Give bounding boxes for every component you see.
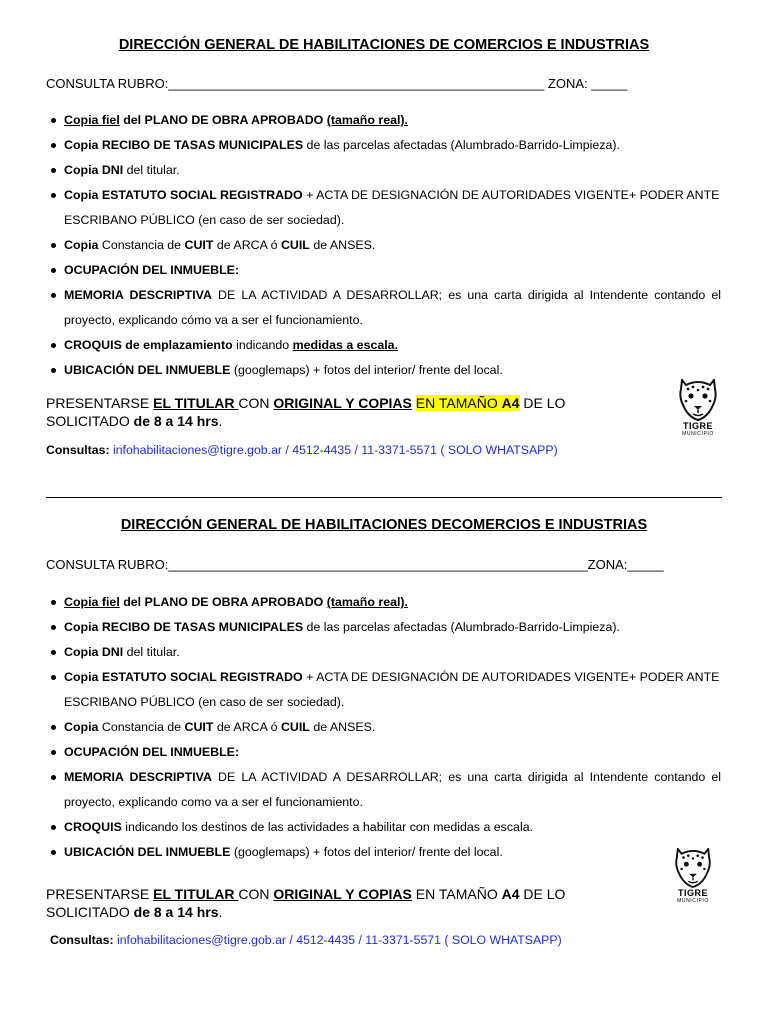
item-text-bold: Copia DNI <box>64 645 124 659</box>
item-text: ESCRIBANO PÚBLICO (en caso de ser sociedad). <box>64 695 345 709</box>
item-text-underlined: (tamaño real). <box>326 113 408 127</box>
logo-name: TIGRE <box>682 421 713 431</box>
notice-text-bold: ORIGINAL Y COPIAS <box>273 395 412 411</box>
list-item <box>64 333 721 358</box>
item-text-bold: CUIT <box>184 720 214 734</box>
bullet-icon <box>51 825 56 830</box>
bullet-icon <box>51 118 56 123</box>
item-text: del titular. <box>123 645 180 659</box>
item-text: de ARCA ó <box>213 238 281 252</box>
bullet-icon <box>51 193 56 198</box>
item-text-bold: Copia ESTATUTO SOCIAL REGISTRADO <box>64 188 303 202</box>
item-text: de ANSES. <box>309 238 376 252</box>
item-text: Constancia de <box>98 720 185 734</box>
list-item <box>64 665 721 715</box>
notice-text-bold: A4 <box>501 886 520 902</box>
item-text: + ACTA DE DESIGNACIÓN DE AUTORIDADES VIGENTE+ PODER ANTE <box>302 188 720 202</box>
item-text-bold: UBICACIÓN DEL INMUEBLE <box>64 363 231 377</box>
consulta-rubro-line <box>46 557 664 572</box>
bullet-icon <box>51 293 56 298</box>
tigre-logo <box>673 379 723 437</box>
section-1-title: DIRECCIÓN GENERAL DE HABILITACIONES DE COMERCIOS E INDUSTRIAS <box>118 37 650 53</box>
list-item <box>64 765 721 815</box>
item-text-bold: CROQUIS de emplazamiento <box>64 338 233 352</box>
item-text: proyecto, explicando cómo va a ser el funcionamiento. <box>64 313 363 327</box>
list-item <box>64 283 721 333</box>
item-text: de ANSES. <box>309 720 376 734</box>
item-text-bold: OCUPACIÓN DEL INMUEBLE: <box>64 745 240 759</box>
notice-text-bold: ORIGINAL Y COPIAS <box>273 886 412 902</box>
notice-text: CON <box>238 395 274 411</box>
list-item <box>64 815 721 840</box>
item-text-bold: OCUPACIÓN DEL INMUEBLE: <box>64 263 240 277</box>
item-text-bold: MEMORIA DESCRIPTIVA <box>64 770 212 784</box>
list-item <box>64 590 721 615</box>
item-text: Constancia de <box>98 238 185 252</box>
item-text-bold: Copia <box>64 720 99 734</box>
item-text: de las parcelas afectadas (Alumbrado-Barrido-Limpieza). <box>303 138 620 152</box>
notice-text: EN TAMAÑO <box>411 886 502 902</box>
section-2-title: DIRECCIÓN GENERAL DE HABILITACIONES DECOMERCIOS E INDUSTRIAS <box>120 517 648 533</box>
list-item <box>64 233 721 258</box>
bullet-icon <box>51 143 56 148</box>
item-text: indicando los destinos de las actividades a habilitar con medidas a escala. <box>121 820 534 834</box>
item-text: del titular. <box>123 163 180 177</box>
notice-text: . <box>218 413 223 429</box>
bullet-icon <box>51 650 56 655</box>
notice-text-bold: EL TITULAR <box>153 395 239 411</box>
bullet-icon <box>51 368 56 373</box>
notice-text: DE LO <box>519 395 566 411</box>
zona-field[interactable]: ZONA:_____ <box>587 557 664 572</box>
bullet-icon <box>51 168 56 173</box>
consulta-rubro-field[interactable]: __________________________________________________________ <box>168 557 588 572</box>
jaguar-head-icon <box>674 848 712 888</box>
bullet-icon <box>51 675 56 680</box>
bullet-icon <box>51 750 56 755</box>
bullet-icon <box>51 625 56 630</box>
notice-text: . <box>218 904 223 920</box>
item-text-bold: Copia fiel <box>64 113 120 127</box>
item-text: del PLANO DE OBRA APROBADO <box>119 113 327 127</box>
item-text: de las parcelas afectadas (Alumbrado-Barrido-Limpieza). <box>303 620 620 634</box>
contact-line <box>46 443 558 457</box>
item-text-bold: Copia <box>64 238 99 252</box>
zona-field[interactable]: ZONA: _____ <box>547 76 628 91</box>
notice-text-bold: de 8 a 14 hrs <box>133 904 219 920</box>
phone-numbers: / 4512-4435 / 11-3371-5571 ( SOLO WHATSAPP) <box>282 443 558 457</box>
phone-numbers: / 4512-4435 / 11-3371-5571 ( SOLO WHATSAPP) <box>286 933 562 947</box>
item-text-bold: Copia fiel <box>64 595 120 609</box>
consulta-rubro-line <box>46 76 627 91</box>
notice-text: SOLICITADO <box>46 904 134 920</box>
item-text-bold: Copia DNI <box>64 163 124 177</box>
bullet-icon <box>51 850 56 855</box>
contact-line <box>50 933 562 947</box>
bullet-icon <box>51 343 56 348</box>
bullet-icon <box>51 725 56 730</box>
logo-name: TIGRE <box>677 888 708 898</box>
item-text-bold: UBICACIÓN DEL INMUEBLE <box>64 845 231 859</box>
item-text: (googlemaps) + fotos del interior/ frente del local. <box>230 845 503 859</box>
item-text: + ACTA DE DESIGNACIÓN DE AUTORIDADES VIGENTE+ PODER ANTE <box>302 670 720 684</box>
consulta-rubro-field[interactable]: ____________________________________________________ <box>168 76 545 91</box>
notice-text: PRESENTARSE <box>46 886 154 902</box>
item-text: proyecto, explicando como va a ser el funcionamiento. <box>64 795 363 809</box>
item-text-underlined: (tamaño real). <box>326 595 408 609</box>
notice-text-bold: de 8 a 14 hrs <box>133 413 219 429</box>
item-text: DE LA ACTIVIDAD A DESARROLLAR; es una carta dirigida al Intendente contando el <box>211 288 721 302</box>
list-item <box>64 740 721 765</box>
section-divider <box>46 497 722 498</box>
list-item <box>64 358 721 383</box>
presentarse-notice <box>46 885 606 921</box>
list-item <box>64 108 721 133</box>
notice-text: PRESENTARSE <box>46 395 154 411</box>
item-text-bold: CUIT <box>184 238 214 252</box>
bullet-icon <box>51 600 56 605</box>
item-text-bold: MEMORIA DESCRIPTIVA <box>64 288 212 302</box>
bullet-icon <box>51 268 56 273</box>
item-text: (googlemaps) + fotos del interior/ frente del local. <box>230 363 503 377</box>
item-text-bold: CUIL <box>280 720 310 734</box>
notice-text-highlight-bold: A4 <box>501 395 520 411</box>
item-text-bold: Copia ESTATUTO SOCIAL REGISTRADO <box>64 670 303 684</box>
notice-text-bold: EL TITULAR <box>153 886 239 902</box>
item-text-bold: CROQUIS <box>64 820 122 834</box>
list-item <box>64 640 721 665</box>
item-text: indicando <box>232 338 293 352</box>
list-item <box>64 840 721 865</box>
item-text: de ARCA ó <box>213 720 281 734</box>
notice-text-highlight: EN TAMAÑO <box>415 395 502 411</box>
list-item <box>64 715 721 740</box>
jaguar-head-icon <box>678 379 718 421</box>
item-text-bold: Copia RECIBO DE TASAS MUNICIPALES <box>64 138 304 152</box>
logo-subtitle: MUNICIPIO <box>677 898 709 904</box>
notice-text: CON <box>238 886 274 902</box>
consulta-rubro-label: CONSULTA RUBRO: <box>46 557 169 572</box>
contact-label: Consultas: <box>46 443 113 457</box>
presentarse-notice <box>46 394 606 430</box>
tigre-logo <box>668 848 718 904</box>
email-link[interactable]: infohabilitaciones@tigre.gob.ar <box>112 443 282 457</box>
item-text-bold: CUIL <box>280 238 310 252</box>
list-item <box>64 158 721 183</box>
list-item <box>64 258 721 283</box>
bullet-icon <box>51 775 56 780</box>
list-item <box>64 183 721 233</box>
consulta-rubro-label: CONSULTA RUBRO: <box>46 76 169 91</box>
list-item <box>64 133 721 158</box>
item-text: del PLANO DE OBRA APROBADO <box>119 595 327 609</box>
bullet-icon <box>51 243 56 248</box>
item-text-underlined: medidas a escala. <box>292 338 399 352</box>
item-text: DE LA ACTIVIDAD A DESARROLLAR; es una carta dirigida al Intendente contando el <box>211 770 721 784</box>
notice-text: SOLICITADO <box>46 413 134 429</box>
item-text-bold: Copia RECIBO DE TASAS MUNICIPALES <box>64 620 304 634</box>
contact-label: Consultas: <box>50 933 117 947</box>
notice-text: DE LO <box>519 886 566 902</box>
item-text: ESCRIBANO PÚBLICO (en caso de ser sociedad). <box>64 213 345 227</box>
list-item <box>64 615 721 640</box>
email-link[interactable]: infohabilitaciones@tigre.gob.ar <box>116 933 286 947</box>
logo-subtitle: MUNICIPIO <box>682 431 714 437</box>
